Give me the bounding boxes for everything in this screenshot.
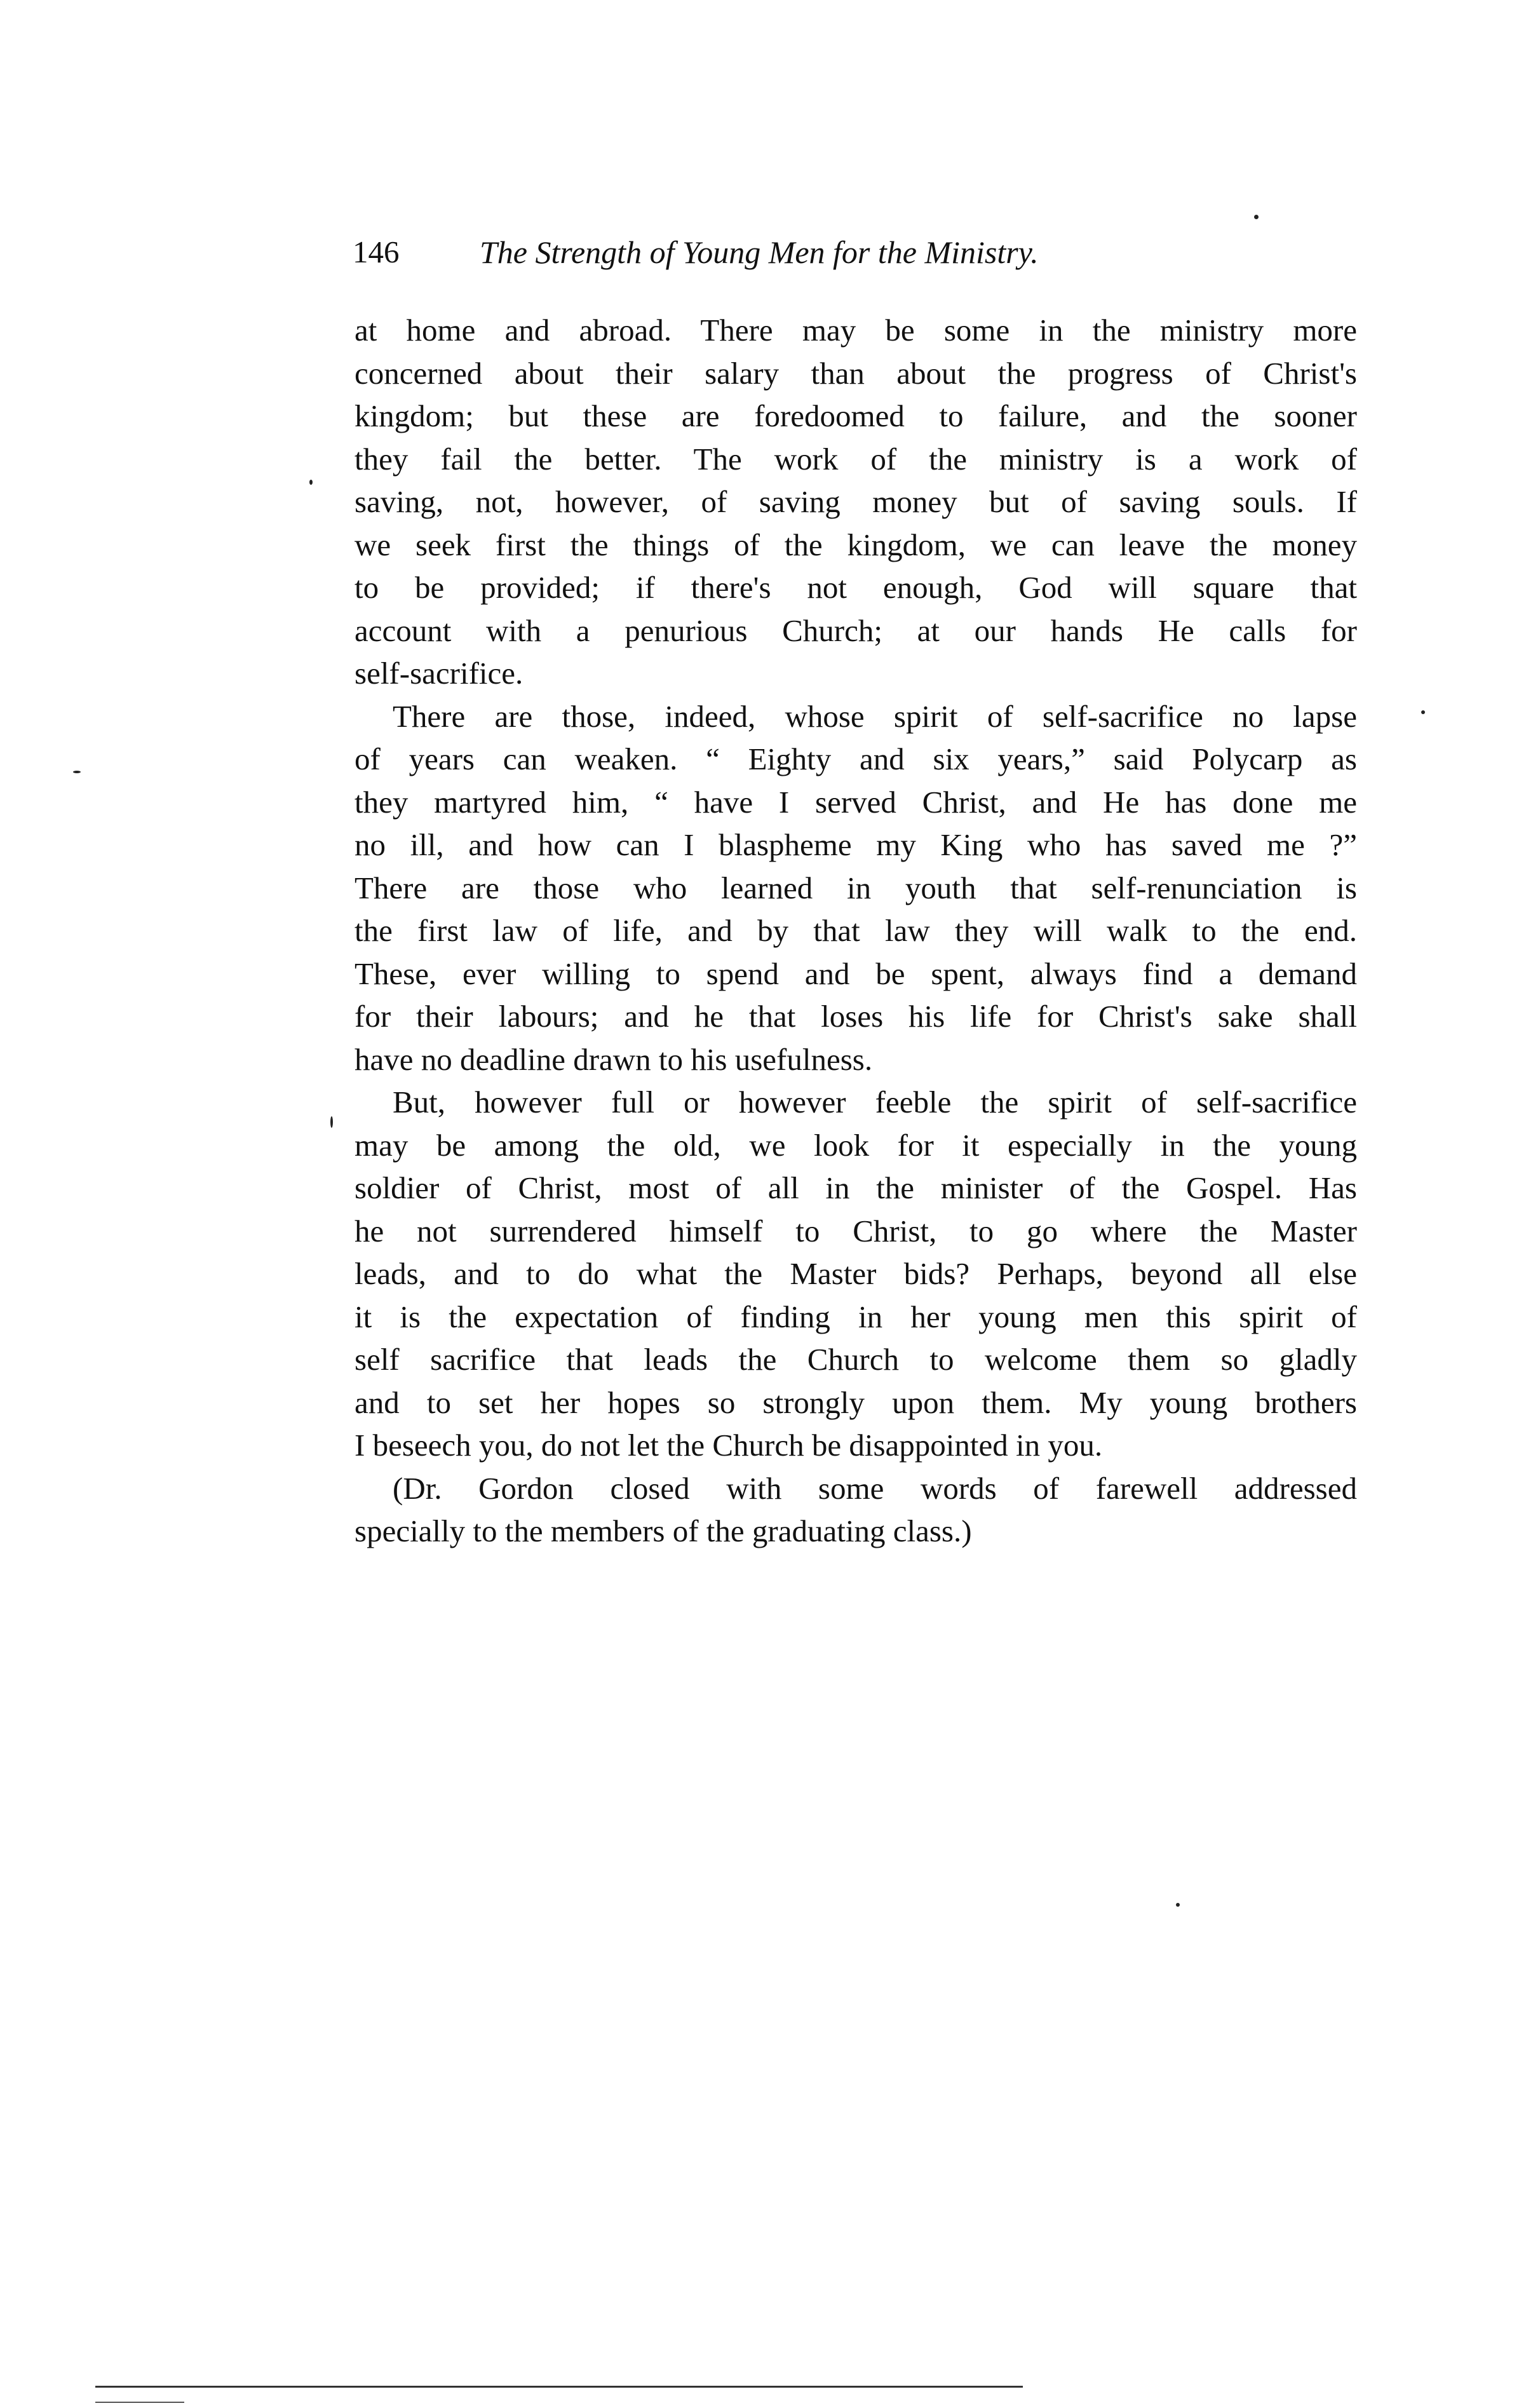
text-line: concerned about their salary than about the progress of Christ's [354, 355, 1357, 391]
text-line: to be provided; if there's not enough, God will square that [354, 570, 1357, 605]
text-line: they fail the better. The work of the ministry is a work of [354, 441, 1357, 477]
text-line: account with a penurious Church; at our hands He calls for [354, 612, 1357, 648]
paragraph-closing-note [354, 1467, 1357, 1553]
text-line: These, ever willing to spend and be spent, always find a demand [354, 956, 1357, 991]
paragraph-polycarp [354, 695, 1357, 1081]
scan-speck [1421, 710, 1425, 714]
text-line: we seek first the things of the kingdom, we can leave the money [354, 527, 1357, 562]
text-line: have no deadline drawn to his usefulness. [354, 1041, 873, 1077]
text-line: of years can weaken. “ Eighty and six years,” said Polycarp as [354, 741, 1357, 776]
text-line: But, however full or however feeble the spirit of self-sacrifice [393, 1085, 1357, 1119]
bottom-edge-line [95, 2386, 1023, 2388]
text-line: kingdom; but these are foredoomed to failure, and the sooner [354, 398, 1357, 433]
text-line: may be among the old, we look for it especially in the young [354, 1127, 1357, 1163]
running-title: The Strength of Young Men for the Ministry. [480, 234, 1039, 270]
text-line: leads, and to do what the Master bids? Perhaps, beyond all else [354, 1256, 1357, 1291]
text-line: the first law of life, and by that law they will walk to the end. [354, 913, 1357, 948]
text-line: he not surrendered himself to Christ, to go where the Master [354, 1213, 1357, 1248]
text-line: for their labours; and he that loses his life for Christ's sake shall [354, 999, 1357, 1034]
text-line: (Dr. Gordon closed with some words of farewell addressed [393, 1470, 1357, 1506]
text-line: and to set her hopes so strongly upon them. My young brothers [354, 1384, 1357, 1420]
scan-speck [1176, 1903, 1180, 1907]
page-header [353, 230, 1242, 274]
text-line: they martyred him, “ have I served Christ, and He has done me [354, 784, 1357, 820]
text-line: I beseech you, do not let the Church be disappointed in you. [354, 1428, 1103, 1463]
text-line: self-sacrifice. [354, 656, 523, 691]
scan-speck [73, 771, 81, 773]
text-line: at home and abroad. There may be some in the ministry more [354, 313, 1357, 348]
body-text [354, 309, 1357, 1553]
page-number: 146 [353, 234, 400, 269]
text-line: no ill, and how can I blaspheme my King who has saved me ?” [354, 827, 1357, 862]
text-line: specially to the members of the graduating class.) [354, 1513, 972, 1548]
text-line: saving, not, however, of saving money but of saving souls. If [354, 484, 1357, 519]
text-line: There are those who learned in youth that self-renunciation is [354, 870, 1357, 905]
text-line: There are those, indeed, whose spirit of self-sacrifice no lapse [393, 698, 1357, 734]
bottom-edge-line [95, 2402, 184, 2403]
paragraph-salary [354, 309, 1357, 695]
scan-speck [309, 480, 313, 485]
text-line: self sacrifice that leads the Church to welcome them so gladly [354, 1342, 1357, 1377]
scan-speck [330, 1116, 333, 1128]
text-line: soldier of Christ, most of all in the minister of the Gospel. Has [354, 1170, 1357, 1205]
paragraph-young-soldier [354, 1081, 1357, 1467]
text-line: it is the expectation of finding in her young men this spirit of [354, 1299, 1357, 1334]
scan-speck [1254, 215, 1259, 219]
